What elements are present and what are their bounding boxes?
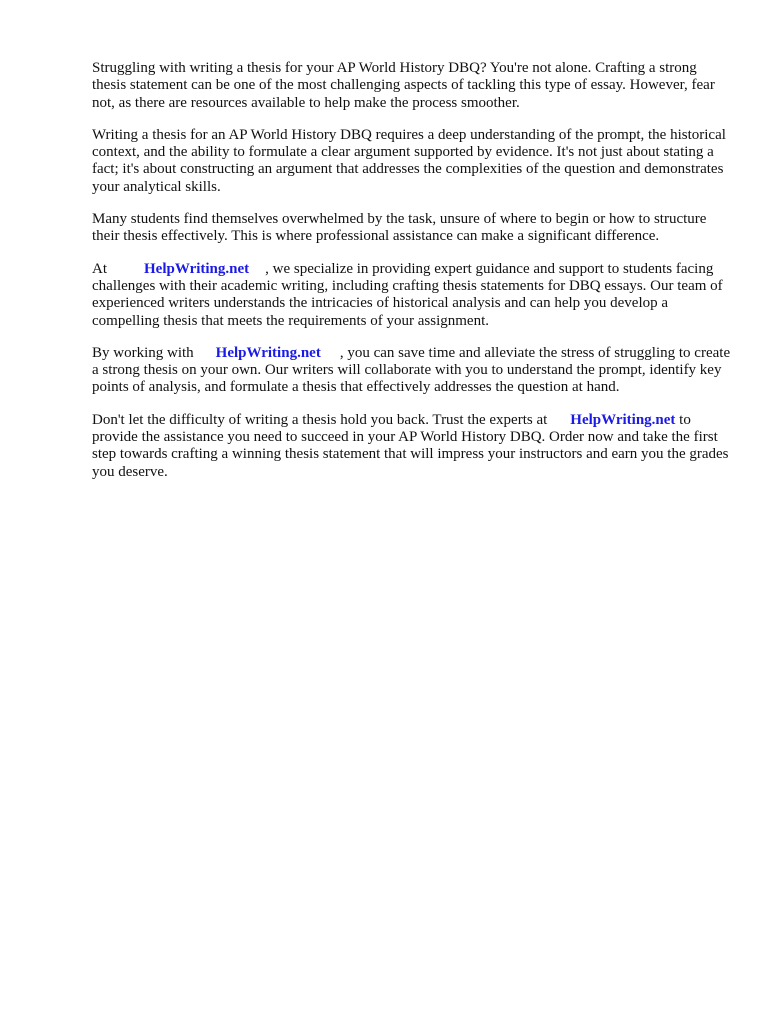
helpwriting-link[interactable]: HelpWriting.net	[144, 260, 250, 277]
helpwriting-link[interactable]: HelpWriting.net	[570, 411, 676, 428]
paragraph-text: At	[92, 260, 107, 277]
paragraph-overwhelmed: Many students find themselves overwhelmed by the task, unsure of where to begin or how to structure their thesis effectively. This is where professional assistance can make a significant difference.	[92, 211, 707, 245]
paragraph-call-to-action	[92, 412, 732, 481]
helpwriting-link[interactable]: HelpWriting.net	[215, 344, 321, 361]
document-page	[92, 60, 732, 496]
paragraph-text: By working with	[92, 344, 194, 361]
paragraph-text: Don't let the difficulty of writing a thesis hold you back. Trust the experts at	[92, 411, 548, 428]
paragraph-text: , we specialize in providing expert guidance and support to students facing challenges with their academic writing, including crafting thesis statements for DBQ essays. Our team of experienced writers understands the intricacies of historical analysis and can help you develop a compelling thesis that meets the requirements of your assignment.	[92, 260, 723, 329]
paragraph-specialize	[92, 261, 732, 330]
paragraph-working-with	[92, 345, 732, 397]
paragraph-text: to provide the assistance you need to succeed in your AP World History DBQ. Order now and take the first step towards crafting a winning thesis statement that will impress your instructors and earn you the grades you deserve.	[92, 411, 729, 480]
paragraph-text: , you can save time and alleviate the stress of struggling to create a strong thesis on your own. Our writers will collaborate with you to understand the prompt, identify key points of analysis, and formulate a thesis that effectively addresses the question at hand.	[92, 344, 731, 396]
paragraph-requirements: Writing a thesis for an AP World History DBQ requires a deep understanding of the prompt, the historical context, and the ability to formulate a clear argument supported by evidence. It's not just about stating a fact; it's about constructing an argument that addresses the complexities of the question and demonstrates your analytical skills.	[92, 126, 726, 195]
paragraph-intro: Struggling with writing a thesis for your AP World History DBQ? You're not alone. Crafting a strong thesis statement can be one of the most challenging aspects of tackling this type of essay. However, fear not, as there are resources available to help make the process smoother.	[92, 60, 715, 111]
